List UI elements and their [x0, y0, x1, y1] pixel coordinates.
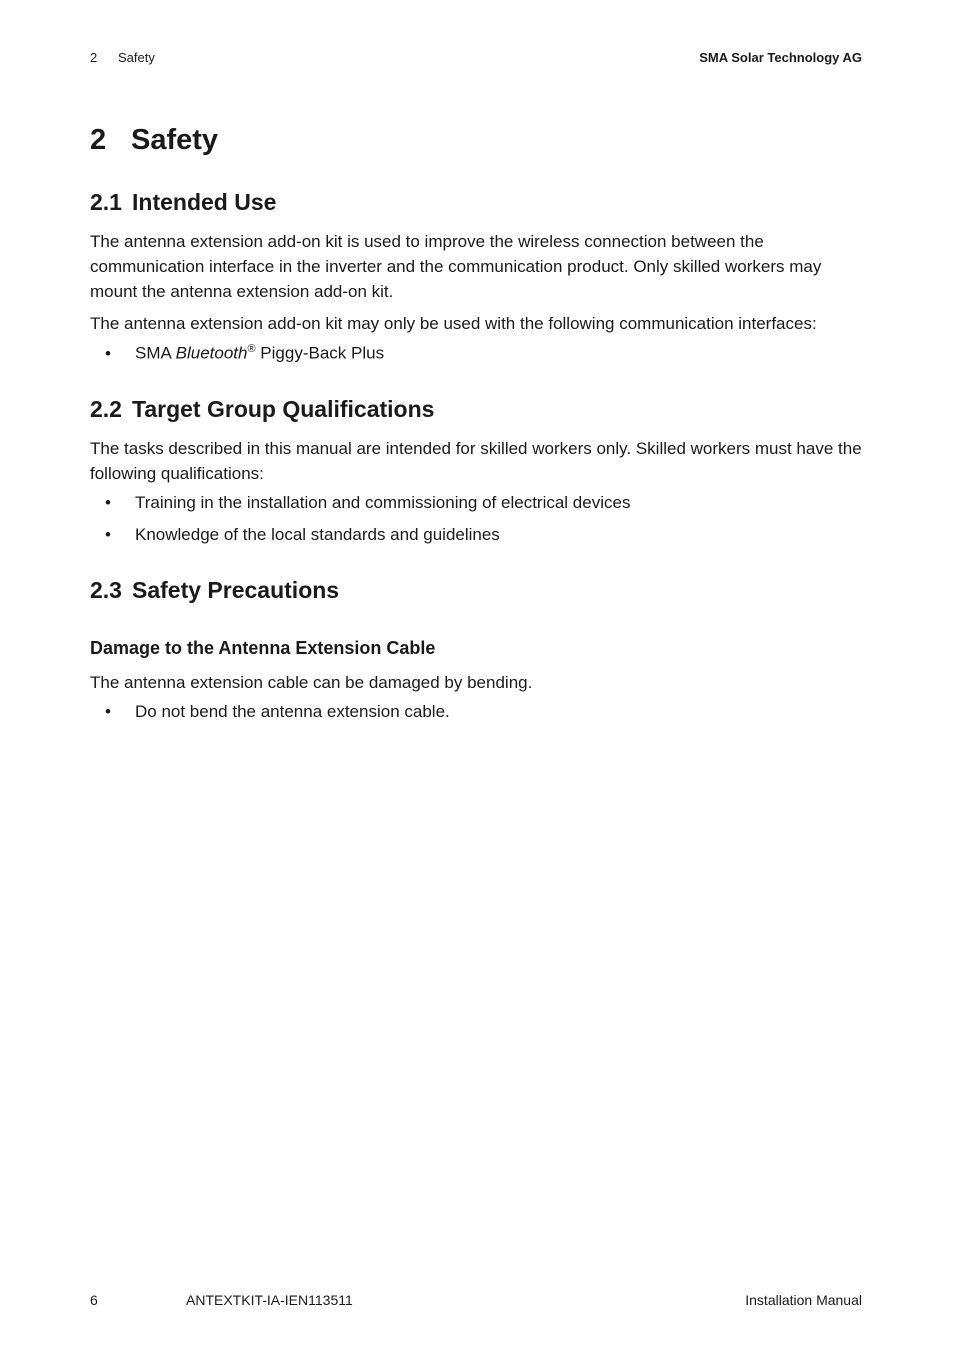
section-number: 2.1	[90, 189, 122, 215]
header-chapter-title: Safety	[118, 50, 155, 65]
registered-mark: ®	[247, 343, 256, 355]
paragraph-line: The tasks described in this manual are intended for skilled workers only. Skilled workers must have the	[90, 439, 862, 458]
header-company: SMA Solar Technology AG	[699, 50, 862, 65]
list-item-suffix: Piggy-Back Plus	[255, 343, 385, 363]
section-heading-2-3	[90, 577, 339, 604]
list-item-prefix: SMA	[135, 343, 176, 363]
footer-doc-type: Installation Manual	[745, 1292, 862, 1308]
section-heading-2-1	[90, 189, 276, 216]
list-item-text: Knowledge of the local standards and guidelines	[135, 525, 500, 544]
paragraph-line: The antenna extension cable can be damaged by bending.	[90, 673, 533, 692]
list-item	[105, 343, 384, 364]
list-item	[105, 525, 500, 545]
paragraph	[90, 670, 532, 695]
subheading: Damage to the Antenna Extension Cable	[90, 638, 436, 658]
list-item-text: Do not bend the antenna extension cable.	[135, 702, 450, 721]
list-item	[105, 493, 630, 513]
section-number: 2.3	[90, 577, 122, 603]
paragraph	[90, 229, 821, 304]
bullet-icon: •	[105, 702, 111, 721]
bullet-icon: •	[105, 493, 111, 512]
paragraph	[90, 311, 817, 336]
section-title: Intended Use	[132, 189, 277, 215]
list-item-text: Training in the installation and commissioning of electrical devices	[135, 493, 631, 512]
paragraph-line: communication interface in the inverter and the communication product. Only skilled workers may	[90, 257, 822, 276]
footer-page-number: 6	[90, 1292, 98, 1308]
bullet-icon: •	[105, 525, 111, 544]
list-item-italic: Bluetooth	[175, 343, 248, 363]
chapter-title: Safety	[131, 124, 219, 156]
paragraph	[90, 436, 862, 486]
bullet-icon: •	[105, 343, 111, 363]
paragraph-line: mount the antenna extension add-on kit.	[90, 282, 394, 301]
list-item	[105, 702, 450, 722]
paragraph-line: The antenna extension add-on kit is used to improve the wireless connection between the	[90, 232, 764, 251]
paragraph-line: following qualifications:	[90, 464, 264, 483]
section-title: Safety Precautions	[132, 577, 340, 603]
section-heading-2-2	[90, 396, 434, 423]
chapter-number: 2	[90, 124, 107, 156]
footer-doc-id: ANTEXTKIT-IA-IEN113511	[186, 1292, 353, 1308]
page-title	[90, 124, 218, 157]
header-chapter-number: 2	[90, 50, 98, 65]
section-number: 2.2	[90, 396, 122, 422]
section-title: Target Group Qualifications	[132, 396, 435, 422]
paragraph-line: The antenna extension add-on kit may only be used with the following communication interfaces:	[90, 314, 817, 333]
